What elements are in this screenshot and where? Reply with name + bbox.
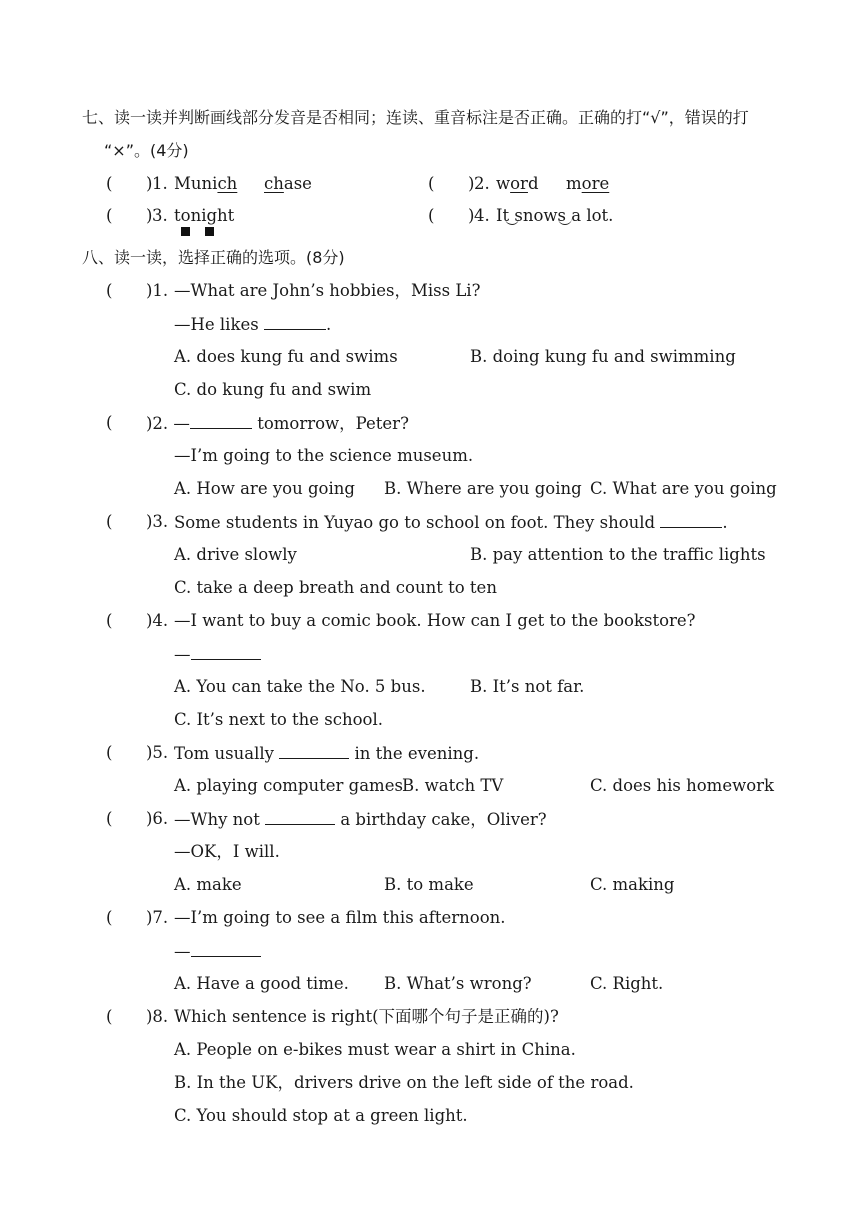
option-b: B. pay attention to the traffic lights bbox=[470, 545, 766, 564]
question-1-response bbox=[174, 314, 331, 335]
option-c: C. do kung fu and swim bbox=[174, 380, 372, 399]
answer-blank[interactable] bbox=[279, 743, 349, 759]
option-b: B. In the UK，drivers drive on the left side of the road. bbox=[174, 1073, 634, 1092]
question-number: )6. bbox=[146, 809, 169, 828]
answer-blank[interactable] bbox=[191, 644, 261, 660]
section-7-title-cont: “×”。(4分) bbox=[104, 141, 189, 160]
item-number: 1. bbox=[152, 174, 168, 193]
answer-bracket-open: ( bbox=[106, 512, 113, 531]
answer-blank[interactable] bbox=[190, 413, 252, 429]
stem-text: tomorrow，Peter? bbox=[257, 414, 409, 433]
answer-blank[interactable] bbox=[660, 512, 722, 528]
answer-bracket-open: ( bbox=[106, 908, 113, 927]
option-b: B. What’s wrong? bbox=[384, 974, 532, 993]
question-5-stem bbox=[174, 743, 479, 764]
answer-bracket-open: ( bbox=[428, 206, 435, 225]
option-c: C. What are you going bbox=[590, 479, 777, 498]
section-8-title: 八、读一读，选择正确的选项。(8分) bbox=[82, 248, 345, 267]
question-4-response bbox=[174, 644, 261, 665]
question-number: )3. bbox=[146, 512, 169, 531]
option-b: B. Where are you going bbox=[384, 479, 582, 498]
question-8-stem: Which sentence is right(下面哪个句子是正确的)? bbox=[174, 1007, 559, 1026]
question-2-response: —I’m going to the science museum. bbox=[174, 446, 474, 465]
dash: — bbox=[174, 645, 191, 664]
answer-bracket-open: ( bbox=[106, 206, 113, 225]
stress-mark-1 bbox=[181, 227, 190, 236]
answer-bracket-close: ) bbox=[468, 174, 475, 193]
response-text: —He likes bbox=[174, 315, 259, 334]
answer-bracket-close: ) bbox=[468, 206, 475, 225]
option-c: C. making bbox=[590, 875, 675, 894]
stem-text: Some students in Yuyao go to school on foot. They should bbox=[174, 513, 656, 532]
answer-bracket-close: ) bbox=[146, 174, 153, 193]
stem-text: a birthday cake，Oliver? bbox=[340, 810, 547, 829]
question-number: )1. bbox=[146, 281, 169, 300]
option-c: C. You should stop at a green light. bbox=[174, 1106, 468, 1125]
sentence-it-snows-a-lot: It snows a lot. bbox=[496, 206, 614, 225]
option-a: A. You can take the No. 5 bus. bbox=[174, 677, 426, 696]
option-b: B. doing kung fu and swimming bbox=[470, 347, 736, 366]
option-a: A. People on e-bikes must wear a shirt in China. bbox=[174, 1040, 576, 1059]
question-number: )8. bbox=[146, 1007, 169, 1026]
stress-mark-2 bbox=[205, 227, 214, 236]
question-6-response: —OK，I will. bbox=[174, 842, 280, 861]
answer-bracket-open: ( bbox=[106, 743, 113, 762]
option-c: C. Right. bbox=[590, 974, 664, 993]
option-c: C. does his homework bbox=[590, 776, 775, 795]
period: . bbox=[325, 315, 332, 334]
question-number: )5. bbox=[146, 743, 169, 762]
word-more: more bbox=[566, 174, 610, 193]
option-b: B. watch TV bbox=[402, 776, 504, 795]
question-2-stem bbox=[146, 413, 409, 434]
answer-bracket-open: ( bbox=[428, 174, 435, 193]
option-a: A. How are you going bbox=[174, 479, 355, 498]
option-a: A. make bbox=[174, 875, 242, 894]
option-c: C. take a deep breath and count to ten bbox=[174, 578, 497, 597]
question-7-stem: —I’m going to see a film this afternoon. bbox=[174, 908, 506, 927]
answer-bracket-open: ( bbox=[106, 281, 113, 300]
question-4-stem: —I want to buy a comic book. How can I get to the bookstore? bbox=[174, 611, 696, 630]
word-chase: chase bbox=[264, 174, 312, 193]
section-7-title: 七、读一读并判断画线部分发音是否相同；连读、重音标注是否正确。正确的打“√”，错误的打 bbox=[82, 108, 749, 127]
question-number: )2. — bbox=[146, 414, 190, 433]
answer-bracket-open: ( bbox=[106, 1007, 113, 1026]
item-number: 4. bbox=[474, 206, 490, 225]
word-tonight: tonight bbox=[174, 206, 235, 225]
stem-text: Tom usually bbox=[174, 744, 274, 763]
word-word: word bbox=[496, 174, 539, 193]
answer-bracket-open: ( bbox=[106, 174, 113, 193]
option-a: A. does kung fu and swims bbox=[174, 347, 398, 366]
answer-bracket-open: ( bbox=[106, 809, 113, 828]
answer-bracket-close: ) bbox=[146, 206, 153, 225]
dash: — bbox=[174, 942, 191, 961]
question-number: )7. bbox=[146, 908, 169, 927]
question-3-stem bbox=[174, 512, 728, 533]
question-7-response bbox=[174, 941, 261, 962]
option-b: B. to make bbox=[384, 875, 474, 894]
option-a: A. playing computer games bbox=[174, 776, 403, 795]
item-number: 3. bbox=[152, 206, 168, 225]
option-b: B. It’s not far. bbox=[470, 677, 585, 696]
word-munich: Munich bbox=[174, 174, 238, 193]
period: . bbox=[722, 513, 728, 532]
answer-blank[interactable] bbox=[265, 809, 335, 825]
option-c: C. It’s next to the school. bbox=[174, 710, 384, 729]
item-number: 2. bbox=[474, 174, 490, 193]
question-6-stem bbox=[174, 809, 547, 830]
answer-bracket-open: ( bbox=[106, 413, 113, 432]
stem-text: —Why not bbox=[174, 810, 260, 829]
answer-bracket-open: ( bbox=[106, 611, 113, 630]
question-number: )4. bbox=[146, 611, 169, 630]
option-a: A. Have a good time. bbox=[174, 974, 349, 993]
stem-text: in the evening. bbox=[354, 744, 480, 763]
answer-blank[interactable] bbox=[264, 314, 326, 330]
option-a: A. drive slowly bbox=[174, 545, 297, 564]
question-1-stem: —What are John’s hobbies，Miss Li? bbox=[174, 281, 481, 300]
answer-blank[interactable] bbox=[191, 941, 261, 957]
